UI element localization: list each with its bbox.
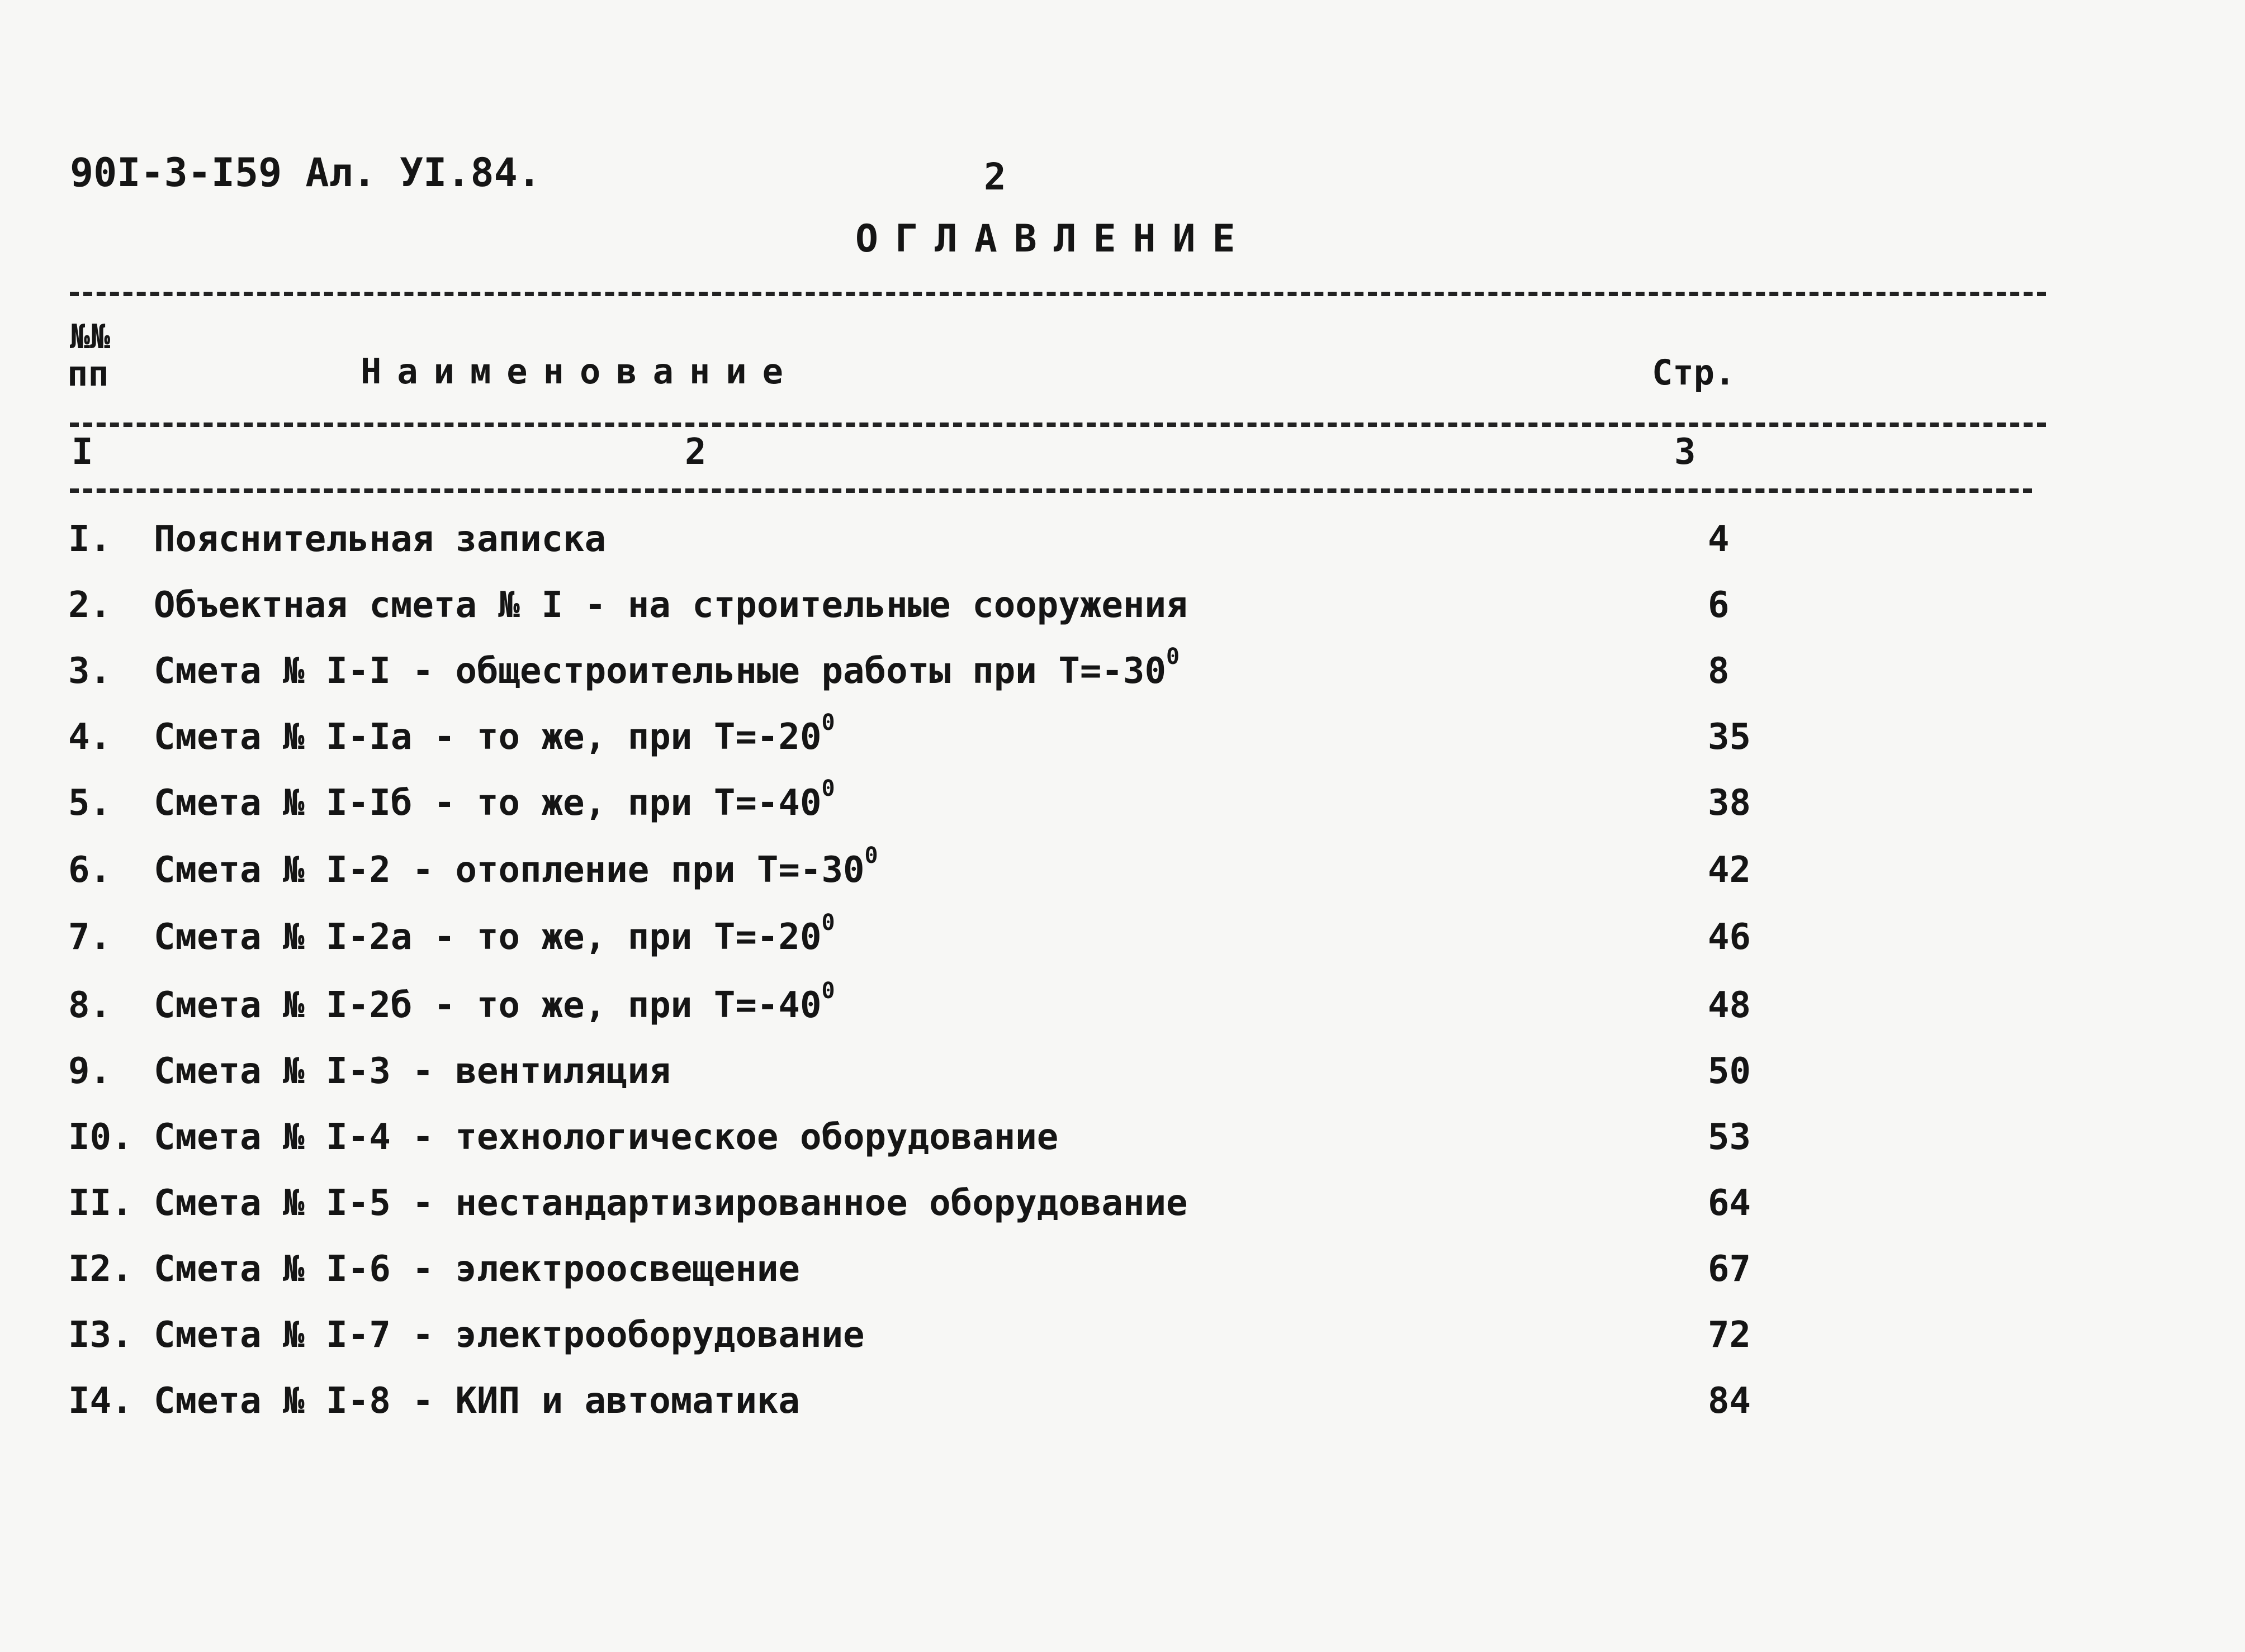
toc-row [0, 1380, 2245, 1436]
page-column-label: Стр. [1652, 352, 1736, 393]
toc-item-number: I0. [68, 1117, 133, 1158]
toc-row [0, 910, 2245, 972]
toc-item-page: 42 [1708, 849, 1751, 891]
column-number-3: 3 [1674, 431, 1696, 473]
toc-item-title: Смета № I-2а - то же, при $Т=-20^0$ [154, 910, 835, 958]
toc-item-number: 6. [68, 849, 112, 891]
page-number: 2 [984, 155, 1006, 198]
toc-row [0, 644, 2245, 706]
toc-item-page: 8 [1708, 651, 1730, 692]
toc-item-page: 46 [1708, 917, 1751, 958]
toc-item-page: 4 [1708, 519, 1730, 560]
toc-item-number: II. [68, 1183, 133, 1224]
toc-row [0, 776, 2245, 838]
toc-item-title: Смета № I-8 - КИП и автоматика [154, 1380, 800, 1422]
toc-item-page: 50 [1708, 1051, 1751, 1092]
column-number-1: I [72, 431, 93, 473]
toc-item-page: 35 [1708, 716, 1751, 758]
toc-item-title: Объектная смета № I - на строительные сооружения [154, 585, 1188, 626]
toc-item-number: I3. [68, 1314, 133, 1356]
toc-item-number: 2. [68, 585, 112, 626]
toc-row [0, 1183, 2245, 1238]
toc-item-title: Смета № I-I - общестроительные работы при $Т=-30^0$ [154, 644, 1180, 692]
toc-item-title: Смета № I-7 - электрооборудование [154, 1314, 865, 1356]
toc-item-page: 64 [1708, 1183, 1751, 1224]
toc-item-title: Смета № I-2 - отопление при $Т=-30^0$ [154, 843, 878, 891]
toc-item-title: Смета № I-5 - нестандартизированное оборудование [154, 1183, 1188, 1224]
name-column-label: Наименование [361, 351, 799, 392]
toc-item-title: Смета № I-4 - технологическое оборудование [154, 1117, 1059, 1158]
toc-item-number: I2. [68, 1249, 133, 1290]
toc-item-page: 72 [1708, 1314, 1751, 1356]
column-number-divider [70, 488, 2032, 493]
toc-item-number: 5. [68, 782, 112, 824]
toc-item-title: Смета № I-6 - электроосвещение [154, 1249, 800, 1290]
top-divider [70, 292, 2046, 296]
toc-item-page: 67 [1708, 1249, 1751, 1290]
toc-row [0, 1249, 2245, 1304]
document-code: 90I-3-I59 Ал. УI.84. [70, 150, 541, 196]
num-column-label-bottom: пп [67, 353, 109, 394]
toc-item-number: 7. [68, 917, 112, 958]
toc-row [0, 519, 2245, 575]
toc-item-number: 4. [68, 716, 112, 758]
toc-row [0, 843, 2245, 905]
column-number-2: 2 [685, 431, 707, 473]
toc-item-number: 9. [68, 1051, 112, 1092]
toc-item-number: I. [68, 519, 112, 560]
toc-item-page: 48 [1708, 985, 1751, 1026]
toc-row [0, 710, 2245, 772]
page-title: ОГЛАВЛЕНИЕ [855, 217, 1252, 261]
toc-item-number: I4. [68, 1380, 133, 1422]
toc-item-title: Смета № I-Iб - то же, при $Т=-40^0$ [154, 776, 835, 824]
toc-item-title: Смета № I-3 - вентиляция [154, 1051, 671, 1092]
toc-row [0, 585, 2245, 640]
toc-item-title: Смета № I-Iа - то же, при $Т=-20^0$ [154, 710, 835, 758]
toc-item-page: 53 [1708, 1117, 1751, 1158]
toc-item-title: Пояснительная записка [154, 519, 607, 560]
header-divider [70, 423, 2046, 427]
toc-row [0, 1117, 2245, 1172]
toc-item-title: Смета № I-2б - то же, при $Т=-40^0$ [154, 978, 835, 1026]
toc-row [0, 1051, 2245, 1107]
toc-item-page: 6 [1708, 585, 1730, 626]
toc-item-page: 38 [1708, 782, 1751, 824]
toc-row [0, 978, 2245, 1041]
toc-item-page: 84 [1708, 1380, 1751, 1422]
toc-row [0, 1314, 2245, 1370]
toc-item-number: 8. [68, 985, 112, 1026]
toc-item-number: 3. [68, 651, 112, 692]
num-column-label-top: №№ [70, 317, 111, 357]
